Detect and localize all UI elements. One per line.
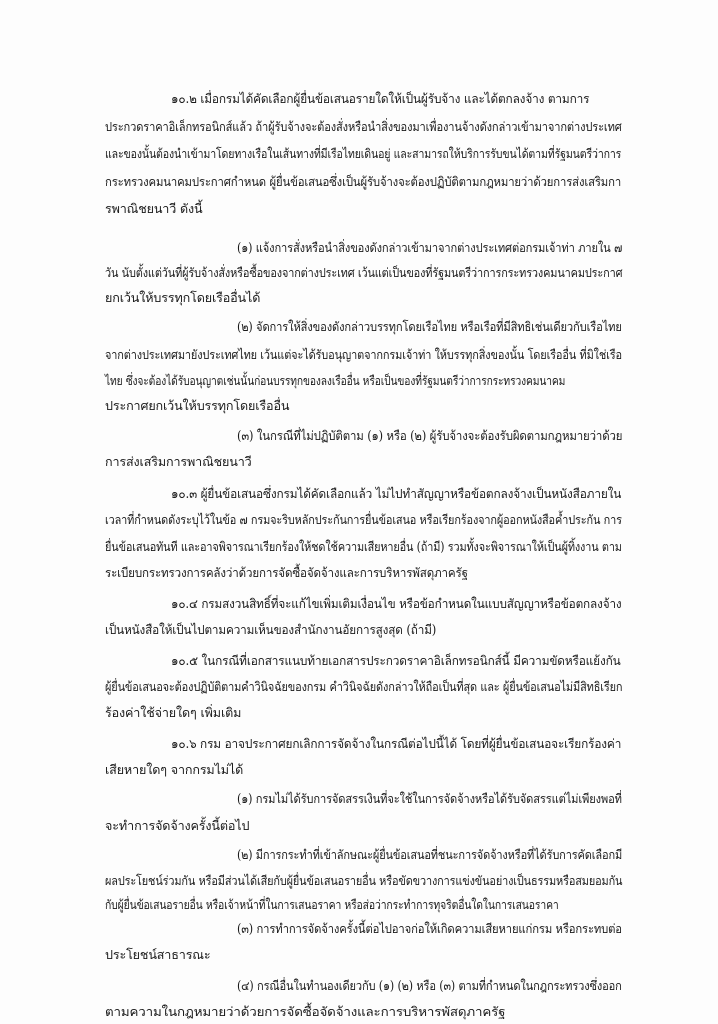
text-line: ยื่นข้อเสนอทันที และอาจพิจารณาเรียกร้องให้ชดใช้ความเสียหายอื่น (ถ้ามี) รวมทั้งจะพิจารณาให้เป็นผู้ทิ้งงาน ตาม [105,538,622,554]
text-line: (๓) การทำการจัดจ้างครั้งนี้ต่อไปอาจก่อให้เกิดความเสียหายแก่กรม หรือกระทบต่อ [237,920,622,936]
text-line: (๑) แจ้งการสั่งหรือนำสิ่งของดังกล่าวเข้ามาจากต่างประเทศต่อกรมเจ้าท่า ภายใน ๗ [237,239,623,255]
text-line: ผลประโยชน์ร่วมกัน หรือมีส่วนได้เสียกับผู้ยื่นข้อเสนอรายอื่น หรือขัดขวางการแข่งขันอย่างเป็นธรรมหรือสมยอมกัน [105,872,623,888]
text-line: ประกวดราคาอิเล็กทรอนิกส์แล้ว ถ้าผู้รับจ้างจะต้องสั่งหรือนำสิ่งของมาเพื่องานจ้างดังกล่าวเข้ามาจากต่างประเทศ [105,119,622,135]
text-line: จะทำการจัดจ้างครั้งนี้ต่อไป [105,817,250,833]
text-line: ประโยชน์สาธารณะ [105,946,211,962]
text-line: เวลาที่กำหนดดังระบุไว้ในข้อ ๗ กรมจะริบหลักประกันการยื่นข้อเสนอ หรือเรียกร้องจากผู้ออกหนังสือค้ำประกัน การ [105,512,622,528]
text-line: (๔) กรณีอื่นในทำนองเดียวกับ (๑) (๒) หรือ (๓) ตามที่กำหนดในกฎกระทรวงซึ่งออก [237,977,622,993]
text-line: ๑๐.๕ ในกรณีที่เอกสารแนบท้ายเอกสารประกวดราคาอิเล็กทรอนิกส์นี้ มีความขัดหรือแย้งกัน [171,652,621,668]
text-line: จากต่างประเทศมายังประเทศไทย เว้นแต่จะได้รับอนุญาตจากกรมเจ้าท่า ให้บรรทุกสิ่งของนั้น โดยเรืออื่น ที่มิใช่เรือ [105,346,622,362]
text-line: (๑) กรมไม่ได้รับการจัดสรรเงินที่จะใช้ในการจัดจ้างหรือได้รับจัดสรรแต่ไม่เพียงพอที่ [237,791,622,807]
text-line: กระทรวงคมนาคมประกาศกำหนด ผู้ยื่นข้อเสนอซึ่งเป็นผู้รับจ้างจะต้องปฏิบัติตามกฎหมายว่าด้วยการส่งเสริมกา [105,174,622,190]
text-line: เสียหายใดๆ จากกรมไม่ได้ [105,762,244,778]
text-line: ตามความในกฎหมายว่าด้วยการจัดซื้อจัดจ้างและการบริหารพัสดุภาครัฐ [105,1004,506,1019]
text-line: ระเบียบกระทรวงการคลังว่าด้วยการจัดซื้อจัดจ้างและการบริหารพัสดุภาครัฐ [105,564,468,580]
text-line: (๓) ในกรณีที่ไม่ปฏิบัติตาม (๑) หรือ (๒) ผู้รับจ้างจะต้องรับผิดตามกฎหมายว่าด้วย [237,428,623,444]
text-line: (๒) มีการกระทำที่เข้าลักษณะผู้ยื่นข้อเสนอที่ชนะการจัดจ้างหรือที่ได้รับการคัดเลือกมี [237,846,623,862]
text-line: ผู้ยื่นข้อเสนอจะต้องปฏิบัติตามคำวินิจฉัยของกรม คำวินิจฉัยดังกล่าวให้ถือเป็นที่สุด และ ผู้ยื่นข้อเสนอไม่มีสิทธิเรียก [105,679,623,695]
text-line: กับผู้ยื่นข้อเสนอรายอื่น หรือเจ้าหน้าที่ในการเสนอราคา หรือส่อว่ากระทำการทุจริตอื่นใดในการเสนอราคา [105,897,559,913]
text-line: และของนั้นต้องนำเข้ามาโดยทางเรือในเส้นทางที่มีเรือไทยเดินอยู่ และสามารถให้บริการรับขนได้ตามที่รัฐมนตรีว่าการ [105,146,622,162]
text-line: ยกเว้นให้บรรทุกโดยเรืออื่นได้ [105,290,261,306]
text-line: เป็นหนังสือให้เป็นไปตามความเห็นของสำนักงานอัยการสูงสุด (ถ้ามี) [105,621,437,637]
text-line: ๑๐.๓ ผู้ยื่นข้อเสนอซึ่งกรมได้คัดเลือกแล้ว ไม่ไปทำสัญญาหรือข้อตกลงจ้างเป็นหนังสือภายใน [171,486,622,502]
text-line: รพาณิชยนาวี ดังนี้ [105,201,203,217]
text-line: (๒) จัดการให้สิ่งของดังกล่าวบรรทุกโดยเรือไทย หรือเรือที่มีสิทธิเช่นเดียวกับเรือไทย [237,319,622,335]
text-line: ๑๐.๒ เมื่อกรมได้คัดเลือกผู้ยื่นข้อเสนอรายใดให้เป็นผู้รับจ้าง และได้ตกลงจ้าง ตามการ [171,91,590,106]
text-line: ๑๐.๖ กรม อาจประกาศยกเลิกการจัดจ้างในกรณีต่อไปนี้ได้ โดยที่ผู้ยื่นข้อเสนอจะเรียกร้องค่า [171,736,622,752]
text-line: วัน นับตั้งแต่วันที่ผู้รับจ้างสั่งหรือซื้อของจากต่างประเทศ เว้นแต่เป็นของที่รัฐมนตรีว่าการกระทรวงคมนาคมประกาศ [105,265,623,281]
text-line: ร้องค่าใช้จ่ายใดๆ เพิ่มเติม [105,705,242,721]
text-line: การส่งเสริมการพาณิชยนาวี [105,454,252,470]
text-line: ไทย ซึ่งจะต้องได้รับอนุญาตเช่นนั้นก่อนบรรทุกของลงเรืออื่น หรือเป็นของที่รัฐมนตรีว่าการกระทรวงคมนาคม [105,372,566,388]
text-line: ๑๐.๔ กรมสงวนสิทธิ์ที่จะแก้ไขเพิ่มเติมเงื่อนไข หรือข้อกำหนดในแบบสัญญาหรือข้อตกลงจ้าง [171,595,622,611]
text-line: ประกาศยกเว้นให้บรรทุกโดยเรืออื่น [105,398,290,414]
